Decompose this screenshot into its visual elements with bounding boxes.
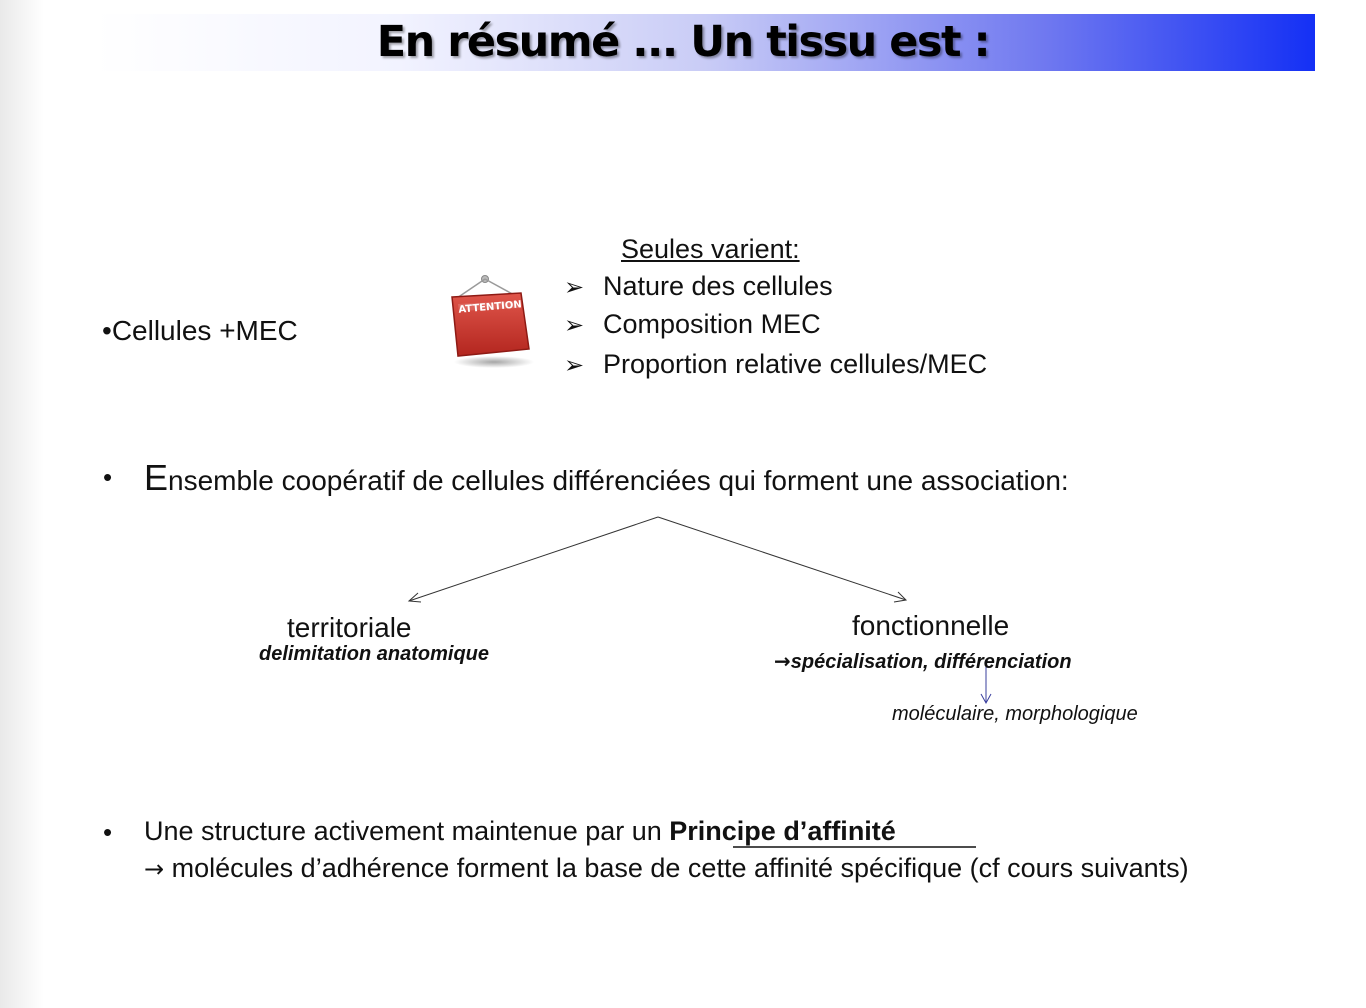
ensemble-bullet: • <box>103 462 113 492</box>
structure-line-2 <box>144 853 1189 884</box>
structure-line <box>144 816 896 847</box>
attention-sign-label: ATTENTION <box>458 299 523 316</box>
varient-item-text: Nature des cellules <box>603 271 833 301</box>
varient-item-text: Composition MEC <box>603 309 821 339</box>
fonctionnelle-sub-line <box>774 649 1072 674</box>
cellules-mec-text: Cellules +MEC <box>111 315 298 346</box>
slide-title: En résumé ... Un tissu est : <box>376 17 990 67</box>
left-branch-line <box>409 517 658 601</box>
right-branch-line <box>658 517 906 600</box>
principe-affinite-term: Principe d’affinité <box>669 816 896 846</box>
structure-text: Une structure activement maintenue par un <box>144 816 670 846</box>
varient-heading: Seules varient: <box>621 234 800 264</box>
structure-line-2-text: molécules d’adhérence forment la base de cette affinité spécifique (cf cours suivants) <box>171 853 1189 883</box>
varient-item-text: Proportion relative cellules/MEC <box>603 349 988 379</box>
ensemble-text: nsemble coopératif de cellules différenciées qui forment une association: <box>168 465 1069 496</box>
fonctionnelle-label: fonctionnelle <box>852 610 1010 641</box>
cellules-bullet: • <box>102 315 112 346</box>
right-arrow-icon: → <box>144 855 165 883</box>
fonctionnelle-detail: moléculaire, morphologique <box>892 703 1138 725</box>
ensemble-first-letter: E <box>144 457 169 498</box>
territoriale-sub: delimitation anatomique <box>259 643 490 665</box>
right-arrow-icon: → <box>774 649 791 673</box>
fonctionnelle-sub: spécialisation, différenciation <box>790 651 1072 673</box>
territoriale-label: territoriale <box>287 612 412 643</box>
arrowhead-bullet-icon: ➢ <box>564 273 585 301</box>
arrowhead-bullet-icon: ➢ <box>564 351 585 379</box>
arrowhead-bullet-icon: ➢ <box>564 311 585 339</box>
structure-bullet: • <box>103 817 113 847</box>
